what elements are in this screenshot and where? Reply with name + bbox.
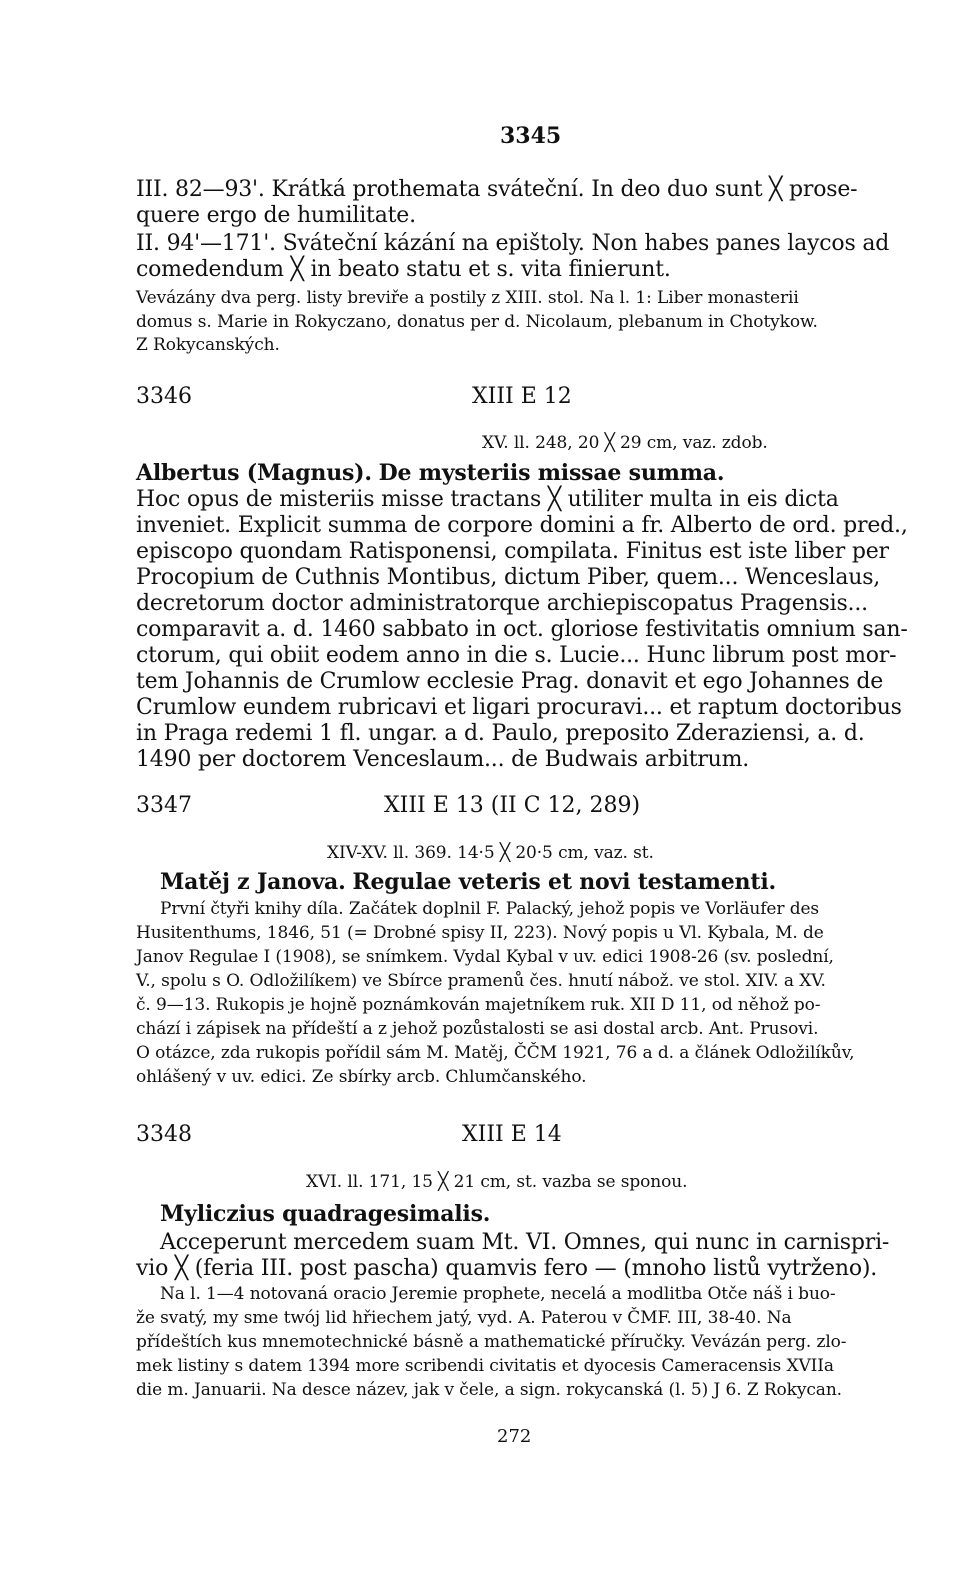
entry-3345-line-4: comedendum ╳ in beato statu et s. vita finierunt. bbox=[136, 257, 671, 282]
entry-3348-note-2: že svatý, my sme twój lid hřiechem jatý, vyd. A. Paterou v ČMF. III, 38-40. Na bbox=[136, 1308, 792, 1328]
page-number-bottom: 272 bbox=[497, 1426, 532, 1447]
entry-3347-note-1: První čtyři knihy díla. Začátek doplnil F. Palacký, jehož popis ve Vorläufer des bbox=[160, 899, 820, 919]
entry-3345-line-2: quere ergo de humilitate. bbox=[136, 203, 416, 228]
entry-3345-note-3: Z Rokycanských. bbox=[136, 335, 280, 355]
page-number-top: 3345 bbox=[500, 123, 562, 149]
entry-3346-line-2: inveniet. Explicit summa de corpore domini a fr. Alberto de ord. pred., bbox=[136, 513, 908, 538]
entry-3346-signature: XIII E 12 bbox=[472, 384, 572, 409]
entry-3345-note-2: domus s. Marie in Rokyczano, donatus per d. Nicolaum, plebanum in Chotykow. bbox=[136, 312, 818, 332]
entry-3347-title bbox=[160, 869, 776, 895]
entry-3348-physical: XVI. ll. 171, 15 ╳ 21 cm, st. vazba se sponou. bbox=[306, 1172, 688, 1192]
entry-3346-line-9: Crumlow eundem rubricavi et ligari procuravi... et raptum doctoribus bbox=[136, 695, 902, 720]
entry-3346-line-3: episcopo quondam Ratisponensi, compilata. Finitus est iste liber per bbox=[136, 539, 889, 564]
entry-3348-author: Myliczius quadragesimalis. bbox=[160, 1201, 491, 1227]
entry-3348-line-1: Acceperunt mercedem suam Mt. VI. Omnes, qui nunc in carnispri- bbox=[160, 1230, 890, 1255]
entry-3348-note-3: přídeštích kus mnemotechnické básně a mathematické příručky. Vevázán perg. zlo- bbox=[136, 1332, 847, 1352]
entry-3347-note-2: Husitenthums, 1846, 51 (= Drobné spisy II, 223). Nový popis u Vl. Kybala, M. de bbox=[136, 923, 824, 943]
entry-3346-line-6: comparavit a. d. 1460 sabbato in oct. gloriose festivitatis omnium san- bbox=[136, 617, 908, 642]
entry-3346-line-10: in Praga redemi 1 fl. ungar. a d. Paulo, preposito Zderaziensi, a. d. bbox=[136, 721, 865, 746]
entry-3347-note-8: ohlášený v uv. edici. Ze sbírky arcb. Chlumčanského. bbox=[136, 1067, 587, 1087]
entry-3346-line-4: Procopium de Cuthnis Montibus, dictum Piber, quem... Wenceslaus, bbox=[136, 565, 881, 590]
entry-3346-work: De mysteriis missae summa. bbox=[378, 460, 725, 486]
entry-3347-note-7: O otázce, zda rukopis pořídil sám M. Matěj, ČČM 1921, 76 a d. a článek Odložilíkův, bbox=[136, 1043, 855, 1063]
entry-3348-number: 3348 bbox=[136, 1122, 192, 1147]
entry-3346-line-11: 1490 per doctorem Venceslaum... de Budwais arbitrum. bbox=[136, 747, 750, 772]
entry-3348-note-1: Na l. 1—4 notovaná oracio Jeremie prophete, necelá a modlitba Otče náš i buo- bbox=[160, 1284, 836, 1304]
entry-3347-note-3: Janov Regulae I (1908), se snímkem. Vydal Kybal v uv. edici 1908-26 (sv. poslední, bbox=[136, 947, 834, 967]
entry-3348-note-4: mek listiny s datem 1394 more scribendi civitatis et dyocesis Cameracensis XVIIa bbox=[136, 1356, 834, 1376]
entry-3346-number: 3346 bbox=[136, 384, 192, 409]
entry-3346-line-7: ctorum, qui obiit eodem anno in die s. Lucie... Hunc librum post mor- bbox=[136, 643, 897, 668]
entry-3347-number: 3347 bbox=[136, 793, 192, 818]
entry-3348-line-2: vio ╳ (feria III. post pascha) quamvis fero — (mnoho listů vytrženo). bbox=[136, 1256, 878, 1281]
entry-3347-author: Matěj z Janova. bbox=[160, 869, 346, 895]
entry-3345-note-1: Vevázány dva perg. listy breviře a postily z XIII. stol. Na l. 1: Liber monasterii bbox=[136, 288, 799, 308]
entry-3346-line-5: decretorum doctor administratorque archiepiscopatus Pragensis... bbox=[136, 591, 868, 616]
entry-3345-line-1: III. 82—93'. Krátká prothemata sváteční. In deo duo sunt ╳ prose- bbox=[136, 177, 858, 202]
entry-3347-work: Regulae veteris et novi testamenti. bbox=[352, 869, 776, 895]
entry-3347-note-6: chází i zápisek na přídeští a z jehož pozůstalosti se asi dostal arcb. Ant. Prusovi. bbox=[136, 1019, 819, 1039]
entry-3347-note-4: V., spolu s O. Odložilíkem) ve Sbírce pramenů čes. hnutí nábož. ve stol. XIV. a XV. bbox=[136, 971, 826, 991]
entry-3347-physical: XIV-XV. ll. 369. 14·5 ╳ 20·5 cm, vaz. st. bbox=[327, 843, 654, 863]
entry-3348-signature: XIII E 14 bbox=[462, 1122, 562, 1147]
entry-3346-line-8: tem Johannis de Crumlow ecclesie Prag. donavit et ego Johannes de bbox=[136, 669, 884, 694]
entry-3348-note-5: die m. Januarii. Na desce název, jak v čele, a sign. rokycanská (l. 5) J 6. Z Rokycan. bbox=[136, 1380, 842, 1400]
entry-3346-physical: XV. ll. 248, 20 ╳ 29 cm, vaz. zdob. bbox=[482, 433, 768, 453]
entry-3346-author: Albertus (Magnus). bbox=[136, 460, 372, 486]
entry-3346-line-1: Hoc opus de misteriis misse tractans ╳ utiliter multa in eis dicta bbox=[136, 487, 839, 512]
entry-3347-signature: XIII E 13 (II C 12, 289) bbox=[384, 793, 641, 818]
entry-3347-note-5: č. 9—13. Rukopis je hojně poznámkován majetníkem ruk. XII D 11, od něhož po- bbox=[136, 995, 821, 1015]
entry-3346-title bbox=[136, 460, 724, 486]
entry-3345-line-3: II. 94'—171'. Sváteční kázání na epištoly. Non habes panes laycos ad bbox=[136, 231, 890, 256]
entry-3348-title bbox=[160, 1201, 490, 1227]
